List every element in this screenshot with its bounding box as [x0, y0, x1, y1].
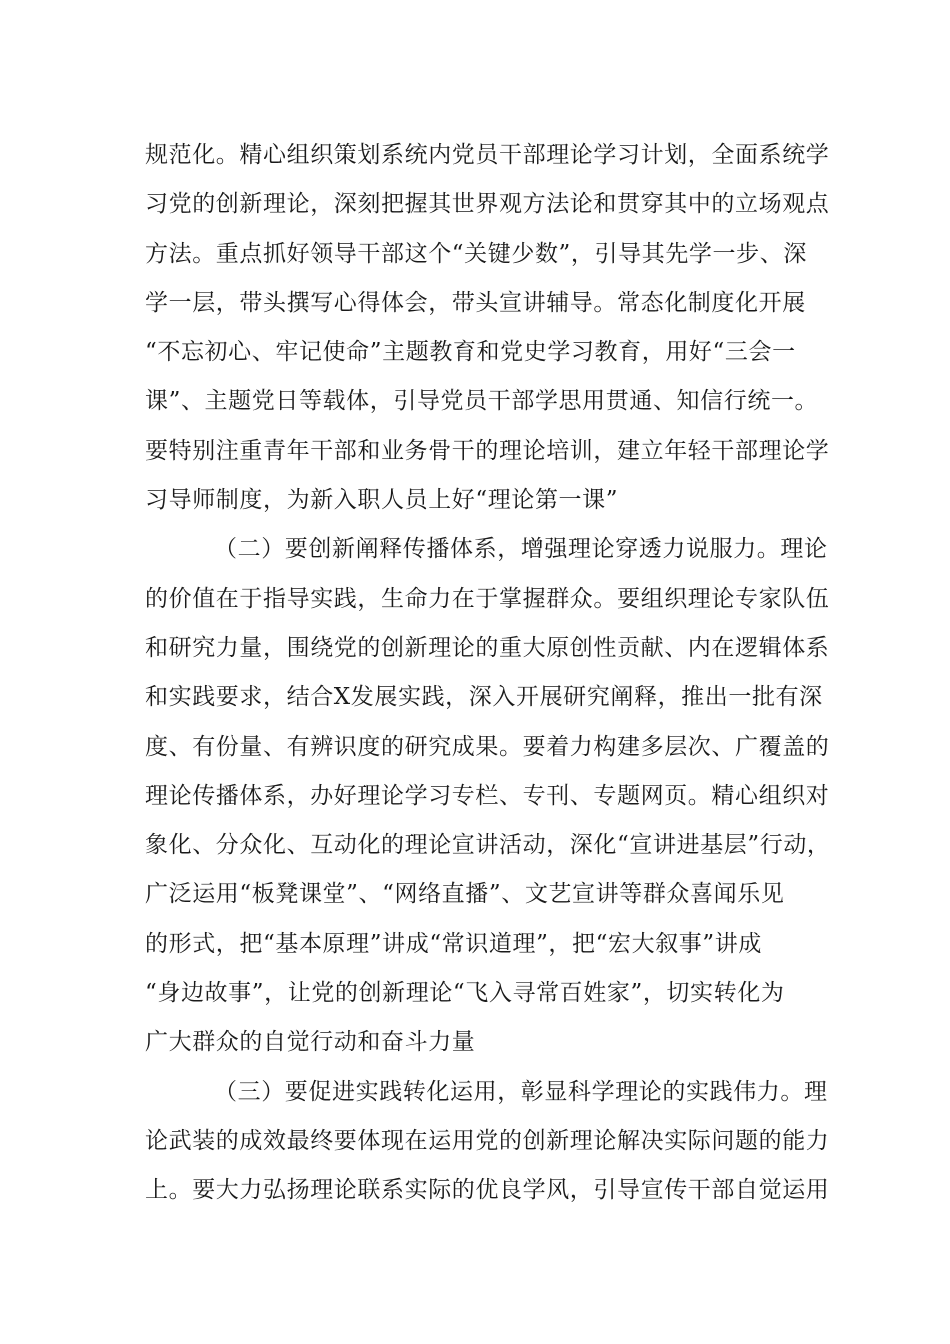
text-line: 的形式，把“基本原理”讲成“常识道理”，把“宏大叙事”讲成: [145, 930, 762, 957]
text-line: 习党的创新理论，深刻把握其世界观方法论和贯穿其中的立场观点: [145, 191, 830, 218]
section-heading-line: （三）要促进实践转化运用，彰显科学理论的实践伟力。理: [214, 1078, 828, 1105]
text-line: 广泛运用“板凳课堂”、“网络直播”、文艺宣讲等群众喜闻乐见: [145, 881, 785, 908]
text-line: 方法。重点抓好领导干部这个“关键少数”，引导其先学一步、深: [145, 240, 807, 267]
text-line: 和实践要求，结合X发展实践，深入开展研究阐释，推出一批有深: [145, 684, 823, 711]
text-line: 象化、分众化、互动化的理论宣讲活动，深化“宣讲进基层”行动，: [145, 832, 831, 859]
text-line: 规范化。精心组织策划系统内党员干部理论学习计划，全面系统学: [145, 142, 830, 168]
document-body: [145, 131, 831, 1216]
text-line: 要特别注重青年干部和业务骨干的理论培训，建立年轻干部理论学: [145, 437, 830, 464]
text-line: 习导师制度，为新入职人员上好“理论第一课”: [145, 487, 619, 514]
text-line: 理论传播体系，办好理论学习专栏、专刊、专题网页。精心组织对: [145, 782, 830, 809]
text-line: “身边故事”，让党的创新理论“飞入寻常百姓家”，切实转化为: [145, 980, 785, 1007]
text-line: 和研究力量，围绕党的创新理论的重大原创性贡献、内在逻辑体系: [145, 634, 830, 661]
text-line: 度、有份量、有辨识度的研究成果。要着力构建多层次、广覆盖的: [145, 733, 830, 760]
text-line: “不忘初心、牢记使命”主题教育和党史学习教育，用好“三会一: [145, 339, 796, 366]
section-heading-line: （二）要创新阐释传播体系，增强理论穿透力说服力。理论: [214, 536, 828, 563]
text-line: 课”、主题党日等载体，引导党员干部学思用贯通、知信行统一。: [145, 388, 819, 415]
text-line: 学一层，带头撰写心得体会，带头宣讲辅导。常态化制度化开展: [145, 289, 806, 316]
text-line: 论武装的成效最终要体现在运用党的创新理论解决实际问题的能力: [145, 1127, 830, 1154]
text-line: 广大群众的自觉行动和奋斗力量: [145, 1029, 476, 1056]
text-line: 的价值在于指导实践，生命力在于掌握群众。要组织理论专家队伍: [145, 585, 830, 612]
text-line: 上。要大力弘扬理论联系实际的优良学风，引导宣传干部自觉运用: [145, 1177, 830, 1204]
